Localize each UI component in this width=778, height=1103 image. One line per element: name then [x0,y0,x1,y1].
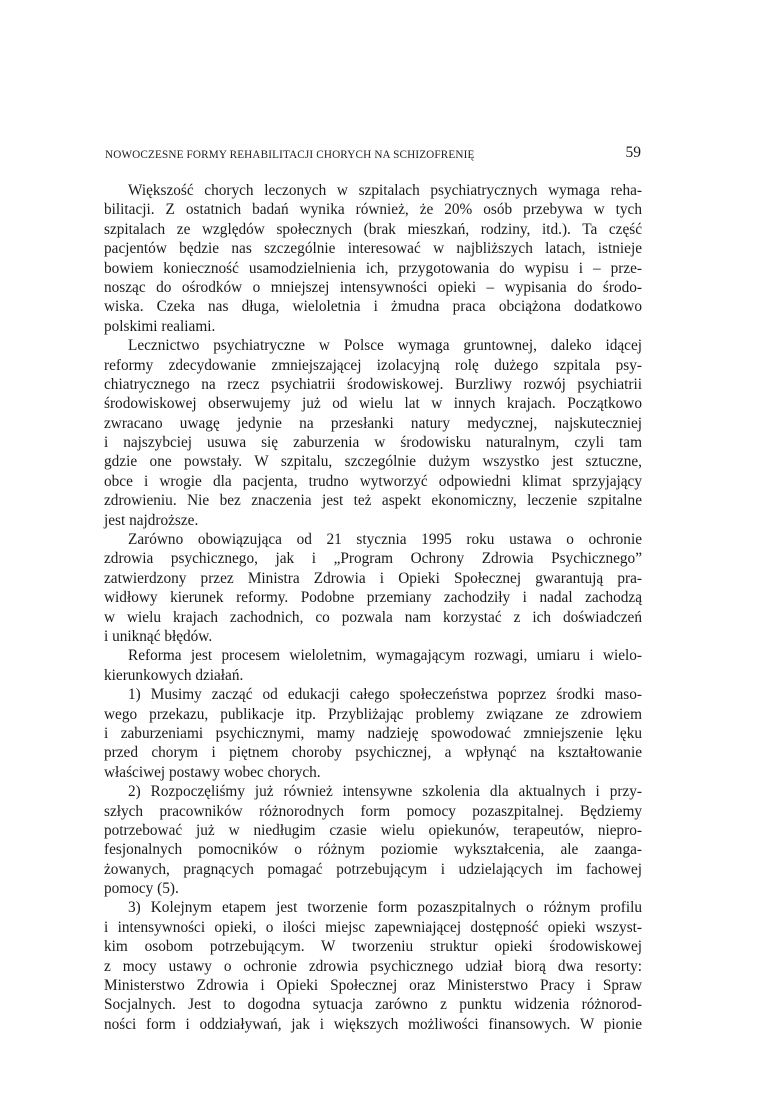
text-line: szłych pracowników różnorodnych form pomocy pozaszpitalnej. Będziemy [104,802,642,820]
text-line: bilitacji. Z ostatnich badań wynika również, że 20% osób przebywa w tych [104,201,642,219]
running-head [105,144,643,166]
text-line: zdrowia psychicznego, jak i „Program Ochrony Zdrowia Psychicznego” [104,550,642,568]
text-line: jest najdroższe. [104,511,199,529]
text-line: w wielu krajach zachodnich, co pozwala nam korzystać z ich doświadczeń [104,608,642,626]
text-line: szpitalach ze względów społecznych (brak mieszkań, rodziny, itd.). Ta część [104,220,642,238]
body-text [104,181,642,1034]
text-line: potrzebować już w niedługim czasie wielu opiekunów, terapeutów, niepro- [104,821,642,839]
text-line: środowiskowej obserwujemy już od wielu lat w innych krajach. Początkowo [104,395,642,413]
text-line: Lecznictwo psychiatryczne w Polsce wymaga gruntownej, daleko idącej [128,337,642,355]
text-line: żowanych, pragnących pomagać potrzebującym i udzielających im fachowej [104,860,642,878]
text-line: widłowy kierunek reformy. Podobne przemiany zachodziły i nadal zachodzą [104,589,642,607]
text-line: obce i wrogie dla pacjenta, trudno wytworzyć odpowiedni klimat sprzyjający [104,472,642,490]
text-line: przed chorym i piętnem choroby psychicznej, a wpłynąć na kształtowanie [104,744,642,762]
text-line: zwracano uwagę jedynie na przesłanki natury medycznej, najskuteczniej [104,414,642,432]
text-line: 2) Rozpoczęliśmy już również intensywne szkolenia dla aktualnych i przy- [128,783,642,801]
text-line: Ministerstwo Zdrowia i Opieki Społecznej oraz Ministerstwo Pracy i Spraw [104,977,642,995]
text-line: kim osobom potrzebującym. W tworzeniu struktur opieki środowiskowej [104,938,642,956]
text-line: i uniknąć błędów. [104,627,213,645]
text-line: fesjonalnych pomocników o różnym poziomie wykształcenia, ale zaanga- [104,841,642,859]
text-line: bowiem konieczność usamodzielnienia ich, przygotowania do wypisu i – prze- [104,259,642,277]
text-line: Większość chorych leczonych w szpitalach psychiatrycznych wymaga reha- [128,182,642,199]
text-line: pacjentów będzie nas szczególnie interesować w najbliższych latach, istnieje [104,240,642,258]
text-line: z mocy ustawy o ochronie zdrowia psychicznego udział biorą dwa resorty: [104,957,642,975]
text-line: ności form i oddziaływań, jak i większych możliwości finansowych. W pionie [104,1015,642,1033]
text-line: wego przekazu, publikacje itp. Przybliżając problemy związane ze zdrowiem [104,705,642,723]
text-line: gdzie one powstały. W szpitalu, szczególnie dużym wszystko jest sztuczne, [104,453,642,471]
text-line: Socjalnych. Jest to dogodna sytuacja zarówno z punktu widzenia różnorod- [104,996,642,1014]
text-line: 3) Kolejnym etapem jest tworzenie form pozaszpitalnych o różnym profilu [128,899,642,917]
text-line: zdrowieniu. Nie bez znaczenia jest też aspekt ekonomiczny, leczenie szpitalne [104,492,642,510]
text-line: pomocy (5). [104,880,179,898]
text-line: kierunkowych działań. [104,666,244,684]
text-line: chiatrycznego na rzecz psychiatrii środowiskowej. Burzliwy rozwój psychiatrii [104,375,642,393]
text-line: reformy zdecydowanie zmniejszającej izolacyjną rolę dużego szpitala psy- [104,356,642,374]
text-line: wiska. Czeka nas długa, wieloletnia i żmudna praca obciążona dodatkowo [104,298,642,316]
text-line: i zaburzeniami psychicznymi, mamy nadzieję spowodować zmniejszenie lęku [104,724,642,742]
text-line: zatwierdzony przez Ministra Zdrowia i Opieki Społecznej gwarantują pra- [104,569,642,587]
page-number: 59 [625,144,641,161]
text-line: 1) Musimy zacząć od edukacji całego społeczeństwa poprzez środki maso- [128,686,642,704]
text-line: Zarówno obowiązująca od 21 stycznia 1995 roku ustawa o ochronie [128,531,642,549]
text-line: Reforma jest procesem wieloletnim, wymagającym rozwagi, umiaru i wielo- [128,647,642,665]
text-line: nosząc do ośrodków o mniejszej intensywności opieki – wypisania do środo- [104,278,642,296]
running-title: NOWOCZESNE FORMY REHABILITACJI CHORYCH NA SCHIZOFRENIĘ [105,149,475,161]
text-line: i intensywności opieki, o ilości miejsc zapewniającej dostępność opieki wszyst- [104,918,642,936]
text-line: właściwej postawy wobec chorych. [104,763,321,781]
text-line: i najszybciej usuwa się zaburzenia w środowisku naturalnym, czyli tam [104,434,642,452]
text-line: polskimi realiami. [104,317,216,335]
